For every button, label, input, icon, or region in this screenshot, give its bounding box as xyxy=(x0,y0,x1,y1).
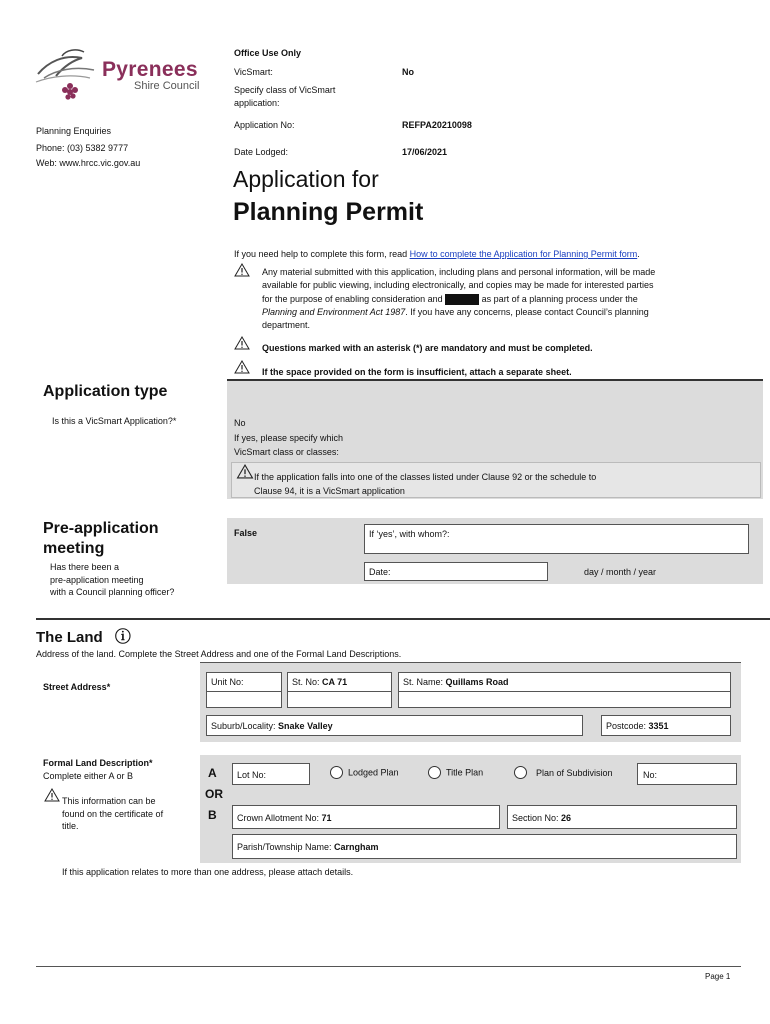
or-label: OR xyxy=(205,787,223,801)
warning-icon xyxy=(234,360,250,374)
page-title: Planning Permit xyxy=(233,198,424,226)
contact-enquiries: Planning Enquiries xyxy=(36,126,112,136)
vicsmart-specify-label-2: VicSmart class or classes: xyxy=(234,447,339,457)
parish-township-value: Carngham xyxy=(334,842,379,852)
vicsmart-value: No xyxy=(402,67,414,77)
option-a-label: A xyxy=(208,766,217,780)
date-format-hint: day / month / year xyxy=(584,567,657,577)
street-no-input[interactable] xyxy=(287,672,392,708)
contact-phone: Phone: (03) 5382 9777 xyxy=(36,143,129,153)
unit-no-label: Unit No: xyxy=(211,677,244,687)
help-suffix: . xyxy=(637,249,640,259)
crown-allotment-label: Crown Allotment No: xyxy=(237,813,322,823)
street-name-label: St. Name: xyxy=(403,677,446,687)
plan-no-input[interactable] xyxy=(637,763,737,785)
info-icon: ⓘ xyxy=(114,629,131,646)
postcode-input[interactable] xyxy=(601,715,731,736)
plan-no-label: No: xyxy=(643,770,658,780)
help-prefix: If you need help to complete this form, read xyxy=(234,249,410,259)
office-use-title: Office Use Only xyxy=(234,48,302,58)
unit-no-input[interactable] xyxy=(206,672,282,708)
parish-township-input[interactable] xyxy=(232,834,737,859)
suburb-value: Snake Valley xyxy=(278,721,333,731)
vicsmart-note-1: If the application falls into one of the classes listed under Clause 92 or the schedule to xyxy=(254,472,597,482)
application-no-value: REFPA20210098 xyxy=(402,120,472,130)
date-lodged-value: 17/06/2021 xyxy=(402,147,448,157)
title-plan-label: Title Plan xyxy=(446,767,484,778)
radio-circle-icon xyxy=(428,766,441,779)
logo-subtitle: Shire Council xyxy=(134,80,200,92)
meeting-date-label: Date: xyxy=(369,567,391,577)
with-whom-label: If ‘yes’, with whom?: xyxy=(369,529,450,539)
vicsmart-class-label-1: Specify class of VicSmart xyxy=(234,85,336,95)
postcode-value: 3351 xyxy=(648,721,669,731)
crown-allotment-value: 71 xyxy=(321,813,332,823)
help-text xyxy=(234,249,640,259)
vicsmart-question: Is this a VicSmart Application?* xyxy=(52,416,177,426)
street-name-value: Quillams Road xyxy=(445,677,509,687)
plan-of-subdivision-radio[interactable] xyxy=(514,766,613,779)
street-name-input[interactable] xyxy=(398,672,731,708)
section-no-input[interactable] xyxy=(507,805,737,829)
option-b-label: B xyxy=(208,808,217,822)
pre-application-title: Pre-application meeting xyxy=(43,520,159,557)
with-whom-input[interactable] xyxy=(364,524,749,554)
multiple-address-note: If this application relates to more than one address, please attach details. xyxy=(62,867,354,877)
help-link[interactable]: How to complete the Application for Planning Permit form xyxy=(409,249,638,259)
date-lodged-label: Date Lodged: xyxy=(234,147,289,157)
warning-icon xyxy=(44,788,60,802)
formal-land-subtitle: Complete either A or B xyxy=(43,771,134,781)
pre-application-question: Has there been a pre-application meeting with a Council planning officer? xyxy=(50,562,175,597)
redaction-block xyxy=(445,294,479,305)
land-title: The Land ⓘ xyxy=(36,629,131,646)
suburb-input[interactable] xyxy=(206,715,583,736)
vicsmart-note-2: Clause 94, it is a VicSmart application xyxy=(254,486,405,496)
crown-allotment-input[interactable] xyxy=(232,805,500,829)
notice-mandatory: Questions marked with an asterisk (*) are mandatory and must be completed. xyxy=(262,343,593,353)
land-divider xyxy=(36,618,770,620)
suburb-label: Suburb/Locality: xyxy=(211,721,279,731)
plan-of-subdivision-label: Plan of Subdivision xyxy=(536,767,613,778)
postcode-label: Postcode: xyxy=(606,721,649,731)
application-no-label: Application No: xyxy=(234,120,295,130)
formal-land-label: Formal Land Description* xyxy=(43,758,153,768)
land-panel-top-rule xyxy=(200,662,741,663)
notice-public-viewing: Any material submitted with this application, including plans and personal information, will be made available for public viewing, including electronically, and copies may be made for interested parties for the purpose of enabling consideration and as part of a planning process under the Planning and Environment Act 1987. If you have any concerns, please contact Council’s planning department. xyxy=(262,267,656,331)
warning-icon xyxy=(234,336,250,350)
pre-application-answer[interactable]: False xyxy=(234,528,258,538)
notice-insufficient-space: If the space provided on the form is insufficient, attach a separate sheet. xyxy=(262,367,572,377)
page-number: Page 1 xyxy=(705,972,731,981)
street-no-value: CA 71 xyxy=(322,677,348,687)
vicsmart-class-label-2: application: xyxy=(234,98,280,108)
radio-circle-icon xyxy=(514,766,527,779)
application-type-title: Application type xyxy=(43,383,168,400)
lot-no-label: Lot No: xyxy=(237,770,267,780)
street-address-label: Street Address* xyxy=(43,682,111,692)
vicsmart-answer[interactable]: No xyxy=(234,418,246,428)
footer-rule xyxy=(36,966,741,967)
contact-web: Web: www.hrcc.vic.gov.au xyxy=(36,158,141,168)
vicsmart-specify-label-1: If yes, please specify which xyxy=(234,433,344,443)
land-description: Address of the land. Complete the Street Address and one of the Formal Land Descriptions. xyxy=(36,649,402,659)
meeting-date-input[interactable] xyxy=(364,562,548,581)
title-plan-radio[interactable] xyxy=(428,766,483,779)
vicsmart-label: VicSmart: xyxy=(234,67,273,77)
lot-no-input[interactable] xyxy=(232,763,310,785)
radio-circle-icon xyxy=(330,766,343,779)
section-no-label: Section No: xyxy=(512,813,562,823)
council-logo xyxy=(34,44,204,104)
street-no-label: St. No: xyxy=(292,677,323,687)
warning-icon xyxy=(234,263,250,277)
section-no-value: 26 xyxy=(561,813,572,823)
heading-line-1: Application for xyxy=(233,166,379,192)
logo-name: Pyrenees xyxy=(102,58,198,81)
parish-township-label: Parish/Township Name: xyxy=(237,842,335,852)
lodged-plan-radio[interactable] xyxy=(330,766,399,779)
title-certificate-note: This information can be found on the certificate of title. xyxy=(62,796,164,831)
lodged-plan-label: Lodged Plan xyxy=(348,767,399,778)
logo-emblem-icon xyxy=(34,44,106,104)
warning-icon xyxy=(236,464,254,479)
